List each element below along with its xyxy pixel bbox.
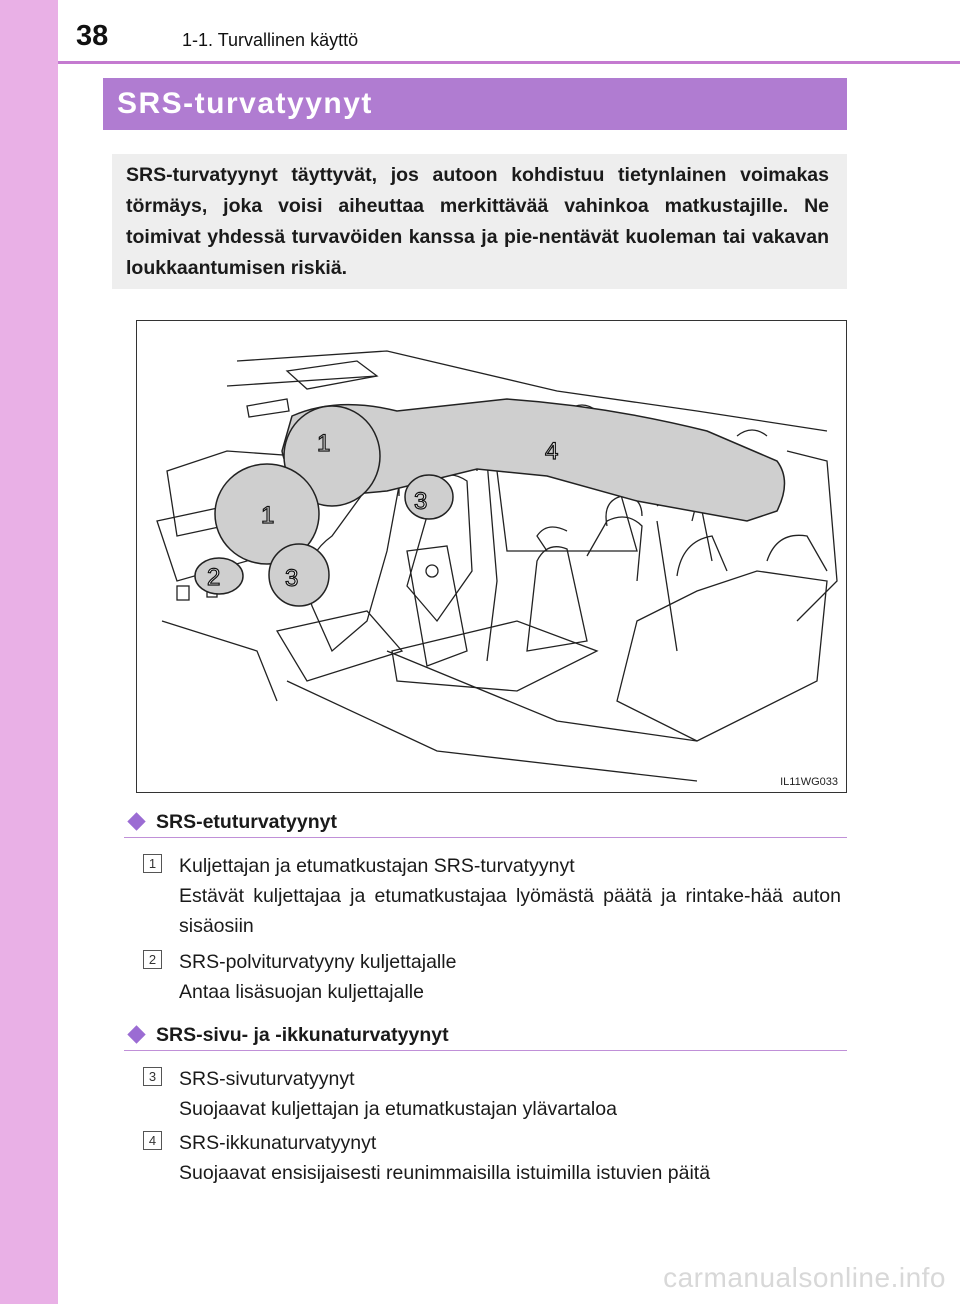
item-title: SRS-polviturvatyyny kuljettajalle — [179, 951, 457, 973]
section-title: SRS-turvatyynyt — [103, 78, 847, 130]
item-title: SRS-ikkunaturvatyynyt — [179, 1132, 377, 1154]
callout-1-upper: 1 — [317, 430, 331, 457]
diamond-bullet-icon — [127, 1025, 145, 1043]
item-number: 3 — [143, 1067, 162, 1086]
side-color-strip — [0, 0, 58, 1304]
subheading-side-curtain-airbags — [124, 1024, 847, 1051]
driver-side-airbag — [269, 544, 329, 606]
callout-1-lower: 1 — [261, 502, 275, 529]
figure-code: IL11WG033 — [780, 776, 838, 788]
item-description: Suojaavat kuljettajan ja etumatkustajan ylävartaloa — [179, 1098, 617, 1120]
header-divider — [58, 61, 960, 64]
item-description: Antaa lisäsuojan kuljettajalle — [179, 981, 424, 1003]
callout-2: 2 — [207, 564, 221, 591]
passenger-side-airbag — [405, 475, 453, 519]
subheading-text: SRS-etuturvatyynyt — [156, 811, 337, 833]
intro-text: SRS-turvatyynyt täyttyvät, jos autoon kohdistuu tietynlainen voimakas törmäys, joka voisi aiheuttaa merkittävää vahinkoa matkustajille. Ne toimivat yhdessä turvavöiden kanssa ja pie-nentävät kuoleman tai vakavan loukkaantumisen riskiä. — [126, 164, 829, 279]
callout-4: 4 — [545, 438, 559, 465]
callout-3-lower: 3 — [285, 565, 299, 592]
item-title: SRS-sivuturvatyynyt — [179, 1068, 355, 1090]
item-description: Estävät kuljettajaa ja etumatkustajaa lyömästä päätä ja rintake-hää auton sisäosiin — [179, 885, 841, 937]
item-text — [179, 851, 841, 941]
subheading-text: SRS-sivu- ja -ikkunaturvatyynyt — [156, 1024, 449, 1046]
item-number: 2 — [143, 950, 162, 969]
item-text — [179, 947, 841, 1007]
callout-3-upper: 3 — [414, 488, 428, 515]
item-title: Kuljettajan ja etumatkustajan SRS-turvatyynyt — [179, 855, 575, 877]
diamond-bullet-icon — [127, 812, 145, 830]
item-text — [179, 1128, 841, 1188]
item-description: Suojaavat ensisijaisesti reunimmaisilla istuimilla istuvien päitä — [179, 1162, 711, 1184]
item-number: 4 — [143, 1131, 162, 1150]
watermark: carmanualsonline.info — [663, 1262, 946, 1293]
chapter-title: 1-1. Turvallinen käyttö — [182, 30, 359, 50]
item-text — [179, 1064, 841, 1124]
intro-box — [112, 154, 847, 289]
item-number: 1 — [143, 854, 162, 873]
subheading-front-airbags — [124, 811, 847, 838]
airbag-illustration — [136, 320, 847, 793]
page-number: 38 — [76, 20, 109, 52]
car-interior-drawing — [137, 321, 845, 791]
